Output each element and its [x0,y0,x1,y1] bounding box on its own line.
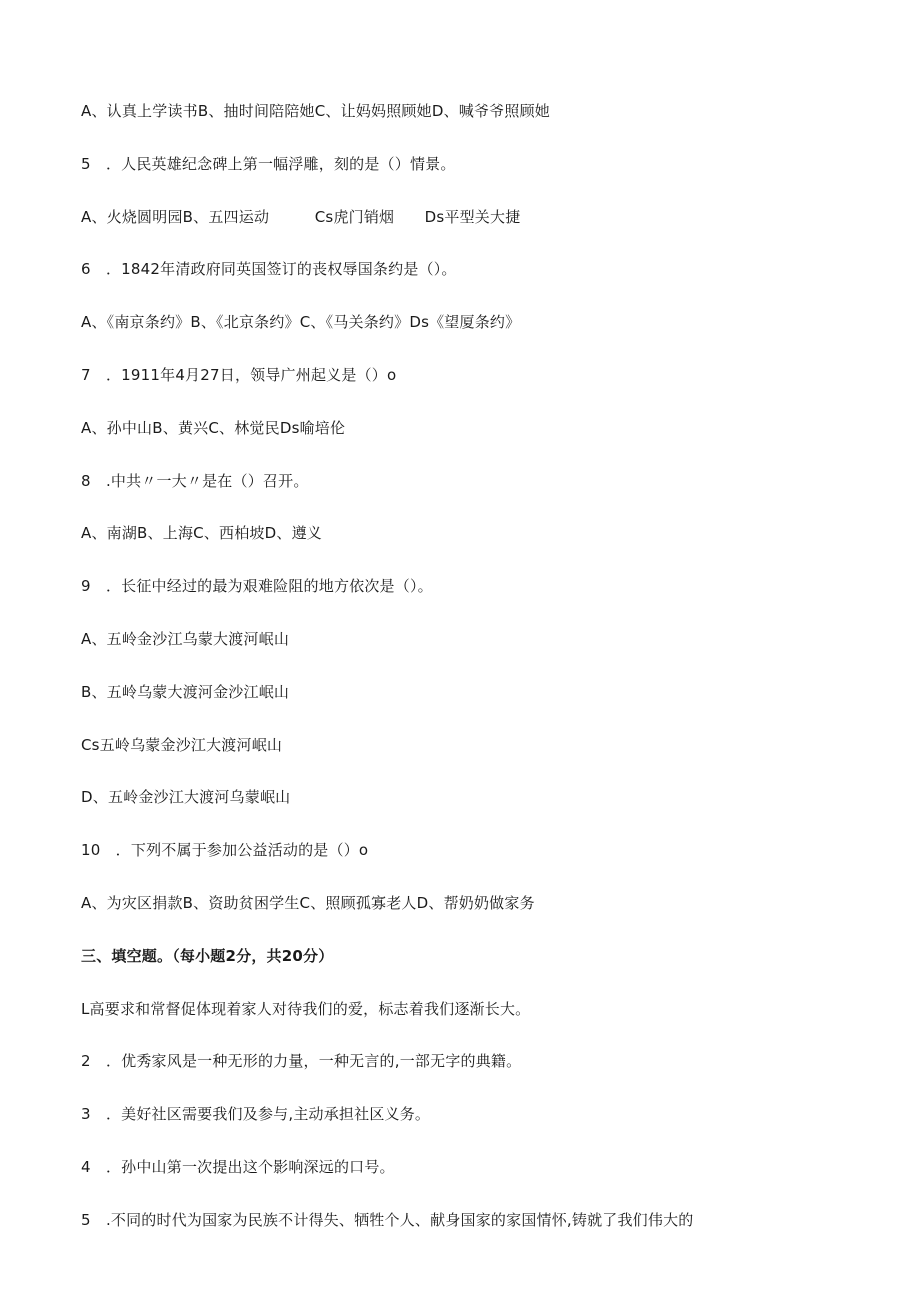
question-6: 6 ．1842年清政府同英国签订的丧权辱国条约是（）。 [81,260,457,278]
question-8: 8 .中共〃一大〃是在（）召开。 [81,472,309,490]
fill-in-4: 4 ．孙中山第一次提出这个影响深远的口号。 [81,1158,395,1176]
question-8-options: A、南湖B、上海C、西柏坡D、遵义 [81,524,322,542]
section-heading: 三、填空题。（每小题2分，共20分） [81,947,334,965]
fill-in-2: 2 ．优秀家风是一种无形的力量，一种无言的,一部无字的典籍。 [81,1052,522,1070]
question-7: 7 ．1911年4月27日，领导广州起义是（）o [81,366,397,384]
fill-in-5: 5 .不同的时代为国家为民族不计得失、牺牲个人、献身国家的家国情怀,铸就了我们伟大的 [81,1211,694,1229]
question-9-option-b: B、五岭乌蒙大渡河金沙江岷山 [81,683,290,701]
question-10: 10 ．下列不属于参加公益活动的是（）o [81,841,369,859]
question-9-option-d: D、五岭金沙江大渡河乌蒙岷山 [81,788,291,806]
question-10-options: A、为灾区捐款B、资助贫困学生C、照顾孤寡老人D、帮奶奶做家务 [81,894,535,912]
fill-in-3: 3 ．美好社区需要我们及参与,主动承担社区义务。 [81,1105,431,1123]
question-6-options: A、《南京条约》B、《北京条约》C、《马关条约》Ds《望厦条约》 [81,313,521,331]
question-5-options: A、火烧圆明园B、五四运动 Cs虎门销烟 Ds平型关大捷 [81,208,521,226]
question-5: 5 ．人民英雄纪念碑上第一幅浮雕，刻的是（）情景。 [81,155,456,173]
question-9-option-a: A、五岭金沙江乌蒙大渡河岷山 [81,630,290,648]
question-9-option-c: Cs五岭乌蒙金沙江大渡河岷山 [81,736,283,754]
question-4-options: A、认真上学读书B、抽时间陪陪她C、让妈妈照顾她D、喊爷爷照顾她 [81,102,550,120]
fill-in-1: L高要求和常督促体现着家人对待我们的爱，标志着我们逐渐长大。 [81,1000,531,1018]
question-9: 9 ．长征中经过的最为艰难险阻的地方依次是（）。 [81,577,433,595]
question-7-options: A、孙中山B、黄兴C、林觉民Ds喻培伦 [81,419,346,437]
